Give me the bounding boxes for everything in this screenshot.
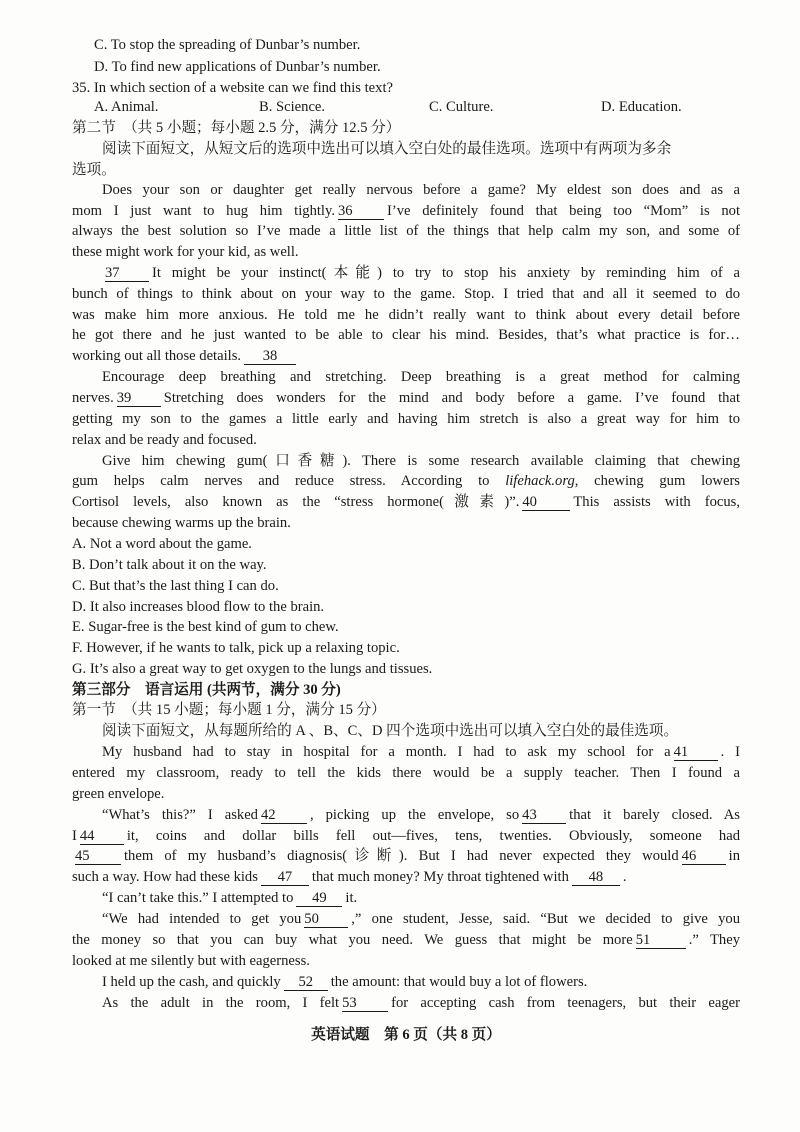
passage-line: gum helps calm nerves and reduce stress. According to lifehack.org, chewing gum lowers (72, 473, 740, 489)
q34-option-d: D. To find new applications of Dunbar’s number. (94, 59, 381, 75)
passage-line: Cortisol levels, also known as the “stress hormone(激素)”. 40 This assists with focus, (72, 494, 740, 510)
cloze-line: the money so that you can buy what you need. We guess that might be more 51 .” They (72, 932, 740, 948)
passage-line: because chewing warms up the brain. (72, 515, 291, 531)
blank-52[interactable]: 52 (284, 974, 328, 991)
passage-line: Encourage deep breathing and stretching. Deep breathing is a great method for calming (102, 369, 740, 385)
blank-48[interactable]: 48 (572, 869, 620, 886)
option-f: F. However, if he wants to talk, pick up a relaxing topic. (72, 640, 400, 656)
passage-line: working out all those details. 38 (72, 346, 740, 366)
section2-instructions: 阅读下面短文，从短文后的选项中选出可以填入空白处的最佳选项。选项中有两项为多余 (102, 141, 672, 157)
passage-line: Give him chewing gum(口香糖). There is some research available claiming that chewing (102, 453, 740, 469)
passage-line: he got there and he just wanted to be able to clear his mind. Besides, that’s what practice is for… (72, 327, 740, 343)
q35-option-b: B. Science. (259, 99, 326, 115)
passage-line: getting my son to the games a little early and having him stretch is also a great way for him to (72, 411, 740, 427)
section2-header: 第二节 （共 5 小题；每小题 2.5 分，满分 12.5 分） (72, 120, 401, 136)
option-e: E. Sugar-free is the best kind of gum to chew. (72, 619, 339, 635)
cloze-line: “What’s this?” I asked 42 , picking up the envelope, so 43 that it barely closed. As (102, 807, 740, 823)
part3-instructions: 阅读下面短文，从每题所给的 A 、B、C、D 四个选项中选出可以填入空白处的最佳选项。 (102, 723, 679, 739)
cloze-line: entered my classroom, ready to tell the kids there would be a supply teacher. Then I found a (72, 765, 740, 781)
q35-option-d: D. Education. (601, 99, 682, 115)
part3-header: 第三部分 语言运用 (共两节，满分 30 分) (72, 682, 341, 698)
q35-stem: 35. In which section of a website can we find this text? (72, 80, 393, 96)
blank-36[interactable]: 36 (338, 203, 384, 220)
q35-choices (94, 97, 740, 117)
blank-37[interactable]: 37 (105, 265, 149, 282)
cloze-line: 45 them of my husband’s diagnosis(诊断). But I had never expected they would 46 in (75, 848, 740, 864)
passage-line: was make him more anxious. He told me he didn’t really want to think about every detail before (72, 307, 740, 323)
option-a: A. Not a word about the game. (72, 536, 252, 552)
passage-line: always the best solution so I’ve made a little list of the things that help calm my son, and some of (72, 223, 740, 239)
q35-option-a: A. Animal. (94, 99, 159, 115)
passage-line: Does your son or daughter get really nervous before a game? My eldest son does and as a (102, 182, 740, 198)
blank-53[interactable]: 53 (342, 995, 388, 1012)
blank-49[interactable]: 49 (296, 890, 342, 907)
blank-38[interactable]: 38 (244, 348, 296, 365)
q35-option-c: C. Culture. (429, 99, 494, 115)
blank-46[interactable]: 46 (682, 848, 726, 865)
cloze-line: As the adult in the room, I felt 53 for accepting cash from teenagers, but their eager (102, 995, 740, 1011)
cloze-line: such a way. How had these kids 47 that much money? My throat tightened with 48 . (72, 869, 627, 885)
page-footer: 英语试题 第 6 页（共 8 页） (311, 1027, 501, 1043)
option-b: B. Don’t talk about it on the way. (72, 557, 267, 573)
blank-51[interactable]: 51 (636, 932, 686, 949)
cloze-line: looked at me silently but with eagerness. (72, 953, 310, 969)
blank-41[interactable]: 41 (674, 744, 718, 761)
blank-39[interactable]: 39 (117, 390, 161, 407)
cloze-line: “I can’t take this.” I attempted to 49 it. (102, 890, 358, 906)
blank-45[interactable]: 45 (75, 848, 121, 865)
blank-50[interactable]: 50 (304, 911, 348, 928)
blank-40[interactable]: 40 (522, 494, 570, 511)
option-d: D. It also increases blood flow to the brain. (72, 599, 325, 615)
cloze-line: My husband had to stay in hospital for a month. I had to ask my school for a 41 . I (102, 744, 740, 760)
passage-line: these might work for your kid, as well. (72, 244, 299, 260)
part3-section1-header: 第一节 （共 15 小题；每小题 1 分，满分 15 分） (72, 702, 386, 718)
option-g: G. It’s also a great way to get oxygen to the lungs and tissues. (72, 661, 433, 677)
passage-line: mom I just want to hug him tightly. 36 I’ve definitely found that being too “Mom” is not (72, 203, 741, 219)
cloze-line: green envelope. (72, 786, 165, 802)
option-c: C. But that’s the last thing I can do. (72, 578, 279, 594)
cloze-line: I held up the cash, and quickly 52 the amount: that would buy a lot of flowers. (102, 974, 588, 990)
cloze-line: “We had intended to get you 50 ,” one student, Jesse, said. “But we decided to give you (102, 911, 740, 927)
section2-instructions-cont: 选项。 (72, 162, 116, 178)
passage-line: relax and be ready and focused. (72, 432, 257, 448)
passage-line: 37 It might be your instinct(本能) to try to stop his anxiety by reminding him of a (105, 265, 740, 281)
blank-47[interactable]: 47 (261, 869, 309, 886)
blank-44[interactable]: 44 (80, 828, 124, 845)
blank-42[interactable]: 42 (261, 807, 307, 824)
cloze-line: I 44 it, coins and dollar bills fell out—fives, tens, twenties. Obviously, someone had (72, 828, 740, 844)
passage-line: nerves. 39 Stretching does wonders for the mind and body before a game. I’ve found that (72, 390, 740, 406)
q34-option-c: C. To stop the spreading of Dunbar’s number. (94, 37, 361, 53)
passage-line: bunch of things to think about on your way to the game. Stop. I tried that and all it seemed to do (72, 286, 740, 302)
website-name: lifehack.org (505, 473, 575, 489)
blank-43[interactable]: 43 (522, 807, 566, 824)
